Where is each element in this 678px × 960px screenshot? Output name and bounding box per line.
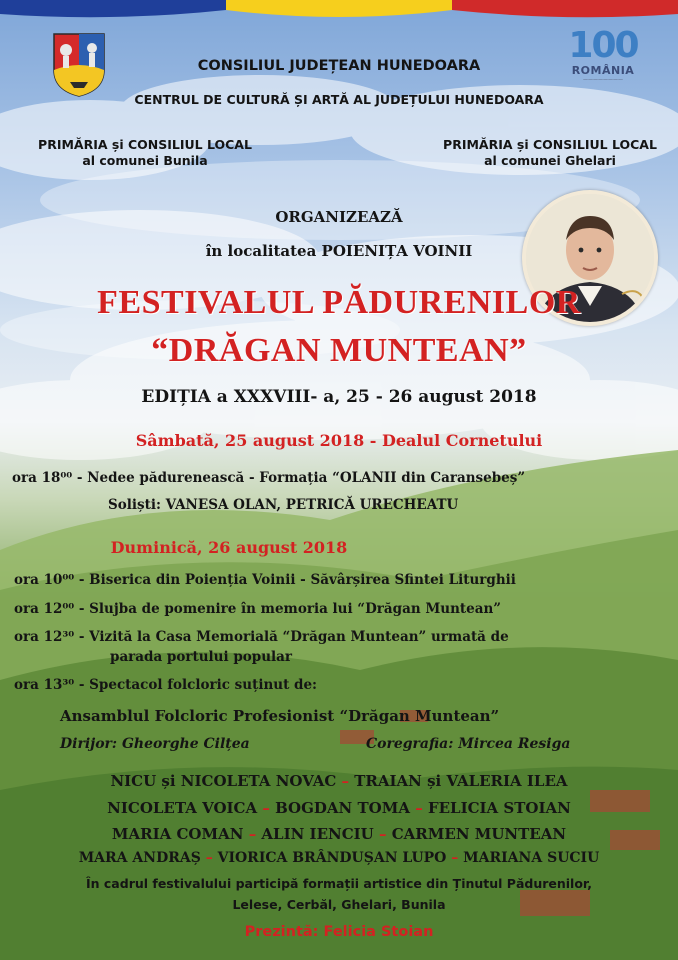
sunday-item-3: ora 12³⁰ - Vizită la Casa Memorială “Drăgan Muntean” urmată de bbox=[14, 629, 509, 645]
ensemble-name: Ansamblul Folcloric Profesionist “Drăgan Muntean” bbox=[60, 707, 500, 725]
sunday-item-1: ora 10⁰⁰ - Biserica din Poienția Voinii - Săvârșirea Sfintei Liturghii bbox=[14, 572, 516, 588]
presenter-line: Prezintă: Felicia Stoian bbox=[244, 924, 434, 940]
left-partner-line2: al comunei Bunila bbox=[82, 153, 208, 168]
left-partner-line1: PRIMĂRIA și CONSILIUL LOCAL bbox=[38, 137, 252, 152]
location-line: în localitatea POIENIȚA VOINII bbox=[205, 242, 473, 260]
performer-name: BOGDAN TOMA bbox=[275, 799, 410, 817]
festival-title-line1: FESTIVALUL PĂDURENILOR bbox=[97, 284, 581, 321]
edition-line: EDIȚIA a XXXVIII- a, 25 - 26 august 2018 bbox=[141, 387, 537, 407]
red-separator: – bbox=[262, 799, 270, 817]
sunday-item-4: ora 13³⁰ - Spectacol folcloric suținut de: bbox=[14, 677, 318, 693]
performer-name: MARIANA SUCIU bbox=[463, 850, 600, 866]
performer-name: VIORICA BRÂNDUȘAN LUPO bbox=[217, 850, 447, 866]
centenary-number: 100 bbox=[568, 25, 638, 66]
right-partner-line2: al comunei Ghelari bbox=[484, 153, 616, 168]
footer-participants-line: În cadrul festivalului participă formații artistice din Ținutul Pădurenilor, bbox=[86, 876, 592, 891]
sunday-heading: Duminică, 26 august 2018 bbox=[110, 538, 348, 557]
performer-name: FELICIA STOIAN bbox=[427, 799, 571, 817]
performer-name: NICU și NICOLETA NOVAC bbox=[110, 772, 337, 790]
performer-name: MARIA COMAN bbox=[111, 825, 244, 843]
centenary-country: ROMÂNIA bbox=[571, 64, 635, 77]
sunday-item-3-continued: parada portului popular bbox=[110, 649, 292, 665]
council-title: CONSILIUL JUDEȚEAN HUNEDOARA bbox=[197, 58, 481, 74]
performer-name: ALIN IENCIU bbox=[261, 825, 374, 843]
right-partner-line1: PRIMĂRIA și CONSILIUL LOCAL bbox=[443, 137, 657, 152]
performer-name: MARA ANDRAȘ bbox=[78, 850, 201, 866]
organizes-label: ORGANIZEAZĂ bbox=[275, 208, 403, 226]
red-separator: – bbox=[205, 850, 213, 866]
red-separator: – bbox=[341, 772, 350, 790]
left-partner-block bbox=[20, 137, 270, 169]
red-separator: – bbox=[379, 825, 387, 843]
performer-name: TRAIAN și VALERIA ILEA bbox=[354, 772, 568, 790]
saturday-line2: Soliști: VANESA OLAN, PETRICĂ URECHEATU bbox=[108, 497, 459, 513]
centenary-tagline-decoration: ———————— bbox=[583, 77, 623, 83]
saturday-line1: ora 18⁰⁰ - Nedee pădurenească - Formația “OLANII din Caransebeș” bbox=[12, 470, 526, 486]
performers-row-2 bbox=[0, 799, 678, 817]
culture-center-title: CENTRUL DE CULTURĂ ȘI ARTĂ AL JUDEȚULUI HUNEDOARA bbox=[134, 92, 544, 107]
sunday-item-2: ora 12⁰⁰ - Slujba de pomenire în memoria lui “Drăgan Muntean” bbox=[14, 601, 502, 617]
performers-row-3 bbox=[0, 825, 678, 843]
conductor-line: Dirijor: Gheorghe Cilțea bbox=[60, 736, 250, 752]
performer-name: NICOLETA VOICA bbox=[107, 799, 258, 817]
right-partner-block bbox=[430, 137, 670, 169]
red-separator: – bbox=[248, 825, 257, 843]
footer-localities-line: Lelese, Cerbăl, Ghelari, Bunila bbox=[232, 897, 446, 912]
performer-name: CARMEN MUNTEAN bbox=[391, 825, 567, 843]
choreography-line: Coregrafia: Mircea Resiga bbox=[366, 736, 571, 752]
performers-row-4 bbox=[0, 850, 678, 866]
romanian-flag-band bbox=[0, 0, 678, 26]
festival-title-line2: “DRĂGAN MUNTEAN” bbox=[151, 332, 527, 369]
red-separator: – bbox=[451, 850, 459, 866]
red-separator: – bbox=[415, 799, 423, 817]
saturday-heading: Sâmbată, 25 august 2018 - Dealul Cornetului bbox=[135, 431, 543, 450]
performers-row-1 bbox=[0, 772, 678, 790]
